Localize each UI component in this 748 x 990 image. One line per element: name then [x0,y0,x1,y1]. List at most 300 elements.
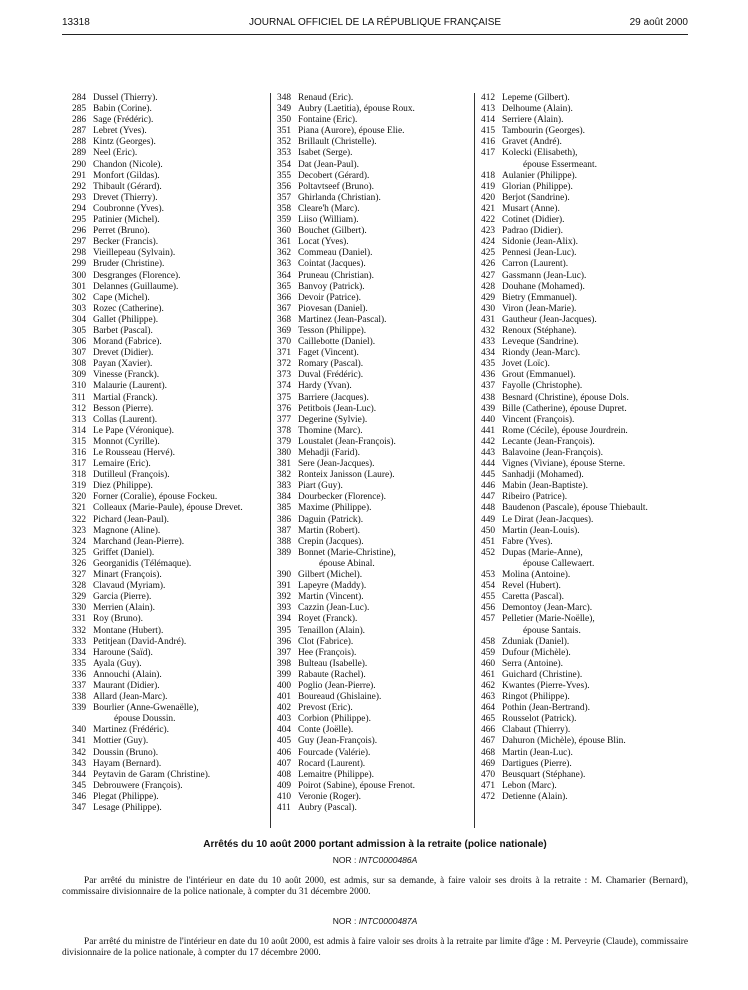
entry-name: Molina (Antoine). [502,570,571,581]
entry-name: Payan (Xavier). [93,359,153,370]
entry-name: Annouchi (Alain). [93,669,162,680]
entry-number: 386 [277,514,292,525]
list-item [277,304,472,315]
entry-number: 392 [277,592,292,603]
list-item [481,526,686,537]
list-item [481,426,686,437]
entry-name: Isabet (Serge). [298,148,353,159]
list-item [277,448,472,459]
entry-number: 376 [277,403,292,414]
entry-number: 414 [481,115,496,126]
entry-number: 342 [72,747,87,758]
list-item [277,381,472,392]
entry-name: Pothin (Jean-Bertrand). [502,703,590,714]
entry-number: 446 [481,481,496,492]
list-item [72,204,267,215]
entry-name: Bourlier (Anne-Gwenaëlle), [93,703,199,714]
entry-name: Renaud (Eric). [298,93,354,103]
entry-number: 371 [277,348,292,359]
page-header [62,17,688,33]
entry-number: 464 [481,703,496,714]
list-item [72,171,267,182]
list-item [277,204,472,215]
list-item [277,137,472,148]
entry-number: 416 [481,137,496,148]
entry-number: 437 [481,381,496,392]
entry-continuation: épouse Abinal. [319,558,375,569]
entry-number: 424 [481,237,496,248]
entry-name: Delannes (Guillaume). [93,281,179,292]
list-item [481,503,686,514]
entry-number: 466 [481,725,496,736]
entry-number: 306 [72,337,87,348]
entry-name: Allard (Jean-Marc). [93,692,168,703]
list-item [72,193,267,204]
entry-number: 325 [72,547,87,558]
entry-name: Jovet (Loïc). [502,359,550,370]
entry-name: Martin (Robert). [298,525,360,536]
entry-name: Dussel (Thierry). [93,93,158,103]
list-item [72,337,267,348]
entry-number: 403 [277,714,292,725]
list-item [72,381,267,392]
list-item [277,415,472,426]
entry-name: Clabaut (Thierry). [502,725,571,736]
entry-name: Hee (François). [298,647,357,658]
entry-name: Thomine (Marc). [298,425,363,436]
list-item [481,692,686,703]
entry-name: Vieillepeau (Sylvain). [93,248,176,259]
entry-name: Glorian (Philippe). [502,181,573,192]
list-item [72,415,267,426]
entry-number: 448 [481,503,496,514]
entry-name: Piovesan (Daniel). [298,303,368,314]
entry-name: Malaurie (Laurent). [93,381,167,392]
list-item [72,226,267,237]
list-item [72,393,267,404]
list-item [277,770,472,781]
entry-number: 317 [72,459,87,470]
list-item [72,725,267,736]
entry-name: Chandon (Nicole). [93,159,163,170]
entry-name: Plegat (Philippe). [93,791,159,802]
entry-name: Drevet (Thierry). [93,192,158,203]
list-item [72,182,267,193]
entry-number: 410 [277,791,292,802]
entry-number: 290 [72,159,87,170]
entry-number: 417 [481,148,496,159]
list-item [72,592,267,603]
list-item [277,537,472,548]
list-item [481,537,686,548]
entry-number: 421 [481,203,496,214]
entry-number: 296 [72,226,87,237]
entry-name: Forner (Coralie), épouse Fockeu. [93,492,218,503]
entry-name: Banvoy (Patrick). [298,281,365,292]
entry-number: 291 [72,170,87,181]
entry-name: Martin (Jean-Luc). [502,747,573,758]
entry-name: Thibault (Gérard). [93,181,162,192]
list-item [481,193,686,204]
entry-number: 336 [72,669,87,680]
entry-number: 297 [72,237,87,248]
entry-number: 433 [481,337,496,348]
entry-number: 381 [277,459,292,470]
entry-number: 359 [277,215,292,226]
entry-number: 340 [72,725,87,736]
entry-name: Rabaute (Rachel). [298,669,366,680]
entry-name: Martin (Jean-Louis). [502,525,580,536]
entry-name: Cotinet (Didier). [502,215,565,226]
list-item [481,304,686,315]
entry-name: Mabin (Jean-Baptiste). [502,481,588,492]
list-item [277,248,472,259]
entry-number: 362 [277,248,292,259]
entry-name: Bruder (Christine). [93,259,165,270]
entry-number: 295 [72,215,87,226]
entry-name: Delhoume (Alain). [502,104,573,115]
entry-number: 364 [277,270,292,281]
entry-number: 380 [277,448,292,458]
list-item [277,548,472,559]
entry-continuation: épouse Santais. [523,625,581,636]
entry-name: Tesson (Philippe). [298,325,367,336]
entry-name: Boureaud (Ghislaine). [298,692,382,703]
entry-name: Dahuron (Michèle), épouse Blin. [502,736,626,747]
entry-number: 316 [72,448,87,458]
list-item [72,614,267,625]
list-item [277,348,472,359]
list-item [481,137,686,148]
entry-number: 458 [481,636,496,647]
entry-name: Roy (Bruno). [93,614,143,625]
list-item [277,781,472,792]
entry-name: Poltavtseef (Bruno). [298,181,375,192]
list-item [72,370,267,381]
list-item [481,703,686,714]
entry-number: 390 [277,570,292,581]
list-item [481,259,686,270]
list-item [72,570,267,581]
entry-number: 286 [72,115,87,126]
entry-number: 436 [481,370,496,381]
entry-name: Serriere (Alain). [502,115,564,126]
entry-number: 346 [72,791,87,802]
entry-name: Aubry (Laetitia), épouse Roux. [298,104,415,115]
entry-name: Sage (Frédéric). [93,115,154,126]
entry-number: 412 [481,93,496,103]
entry-name: Bietry (Emmanuel). [502,292,577,303]
list-item [277,293,472,304]
entry-name: Bonnet (Marie-Christine), [298,547,396,558]
entry-name: Coubronne (Yves). [93,203,164,214]
list-item [72,637,267,648]
list-item [277,670,472,681]
entry-name: Ronteix Janisson (Laure). [298,470,395,481]
list-item [72,459,267,470]
entry-name: Commeau (Daniel). [298,248,373,259]
entry-name: Babin (Corine). [93,104,152,115]
entry-number: 419 [481,181,496,192]
entry-name: Carron (Laurent). [502,259,569,270]
entry-name: Le Pape (Véronique). [93,425,174,436]
entry-number: 337 [72,680,87,691]
list-item [481,226,686,237]
entry-number: 398 [277,658,292,669]
entry-name: Caretta (Pascal). [502,592,564,603]
list-item [277,626,472,637]
list-item [277,182,472,193]
entry-number: 345 [72,780,87,791]
list-item [72,293,267,304]
list-item [481,126,686,137]
entry-number: 368 [277,314,292,325]
entry-number: 399 [277,669,292,680]
list-item [277,659,472,670]
entry-number: 292 [72,181,87,192]
nor-code: INTC0000486A [358,855,418,865]
entry-name: Pichard (Jean-Paul). [93,514,170,525]
entry-name: Maurant (Didier). [93,680,160,691]
list-item [481,115,686,126]
entry-number: 393 [277,603,292,614]
entry-number: 293 [72,192,87,203]
entry-number: 389 [277,547,292,558]
entry-number: 409 [277,780,292,791]
nor-label: NOR : [332,855,357,865]
list-item [481,182,686,193]
list-item [277,515,472,526]
entry-name: Lemaitre (Philippe). [298,769,375,780]
entry-name: Fayolle (Christophe). [502,381,583,392]
list-item [481,337,686,348]
entry-number: 415 [481,126,496,137]
list-item [277,725,472,736]
list-item [277,748,472,759]
entry-number: 355 [277,170,292,181]
entry-name: Fourcade (Valérie). [298,747,371,758]
list-item [481,437,686,448]
entry-number: 289 [72,148,87,159]
list-item [277,104,472,115]
list-item [72,526,267,537]
entry-number: 301 [72,281,87,292]
list-item [72,781,267,792]
entry-number: 349 [277,104,292,115]
entry-name: Drevet (Didier). [93,348,154,359]
entry-number: 431 [481,314,496,325]
list-item [72,692,267,703]
entry-name: Decobert (Gérard). [298,170,370,181]
entry-number: 315 [72,436,87,447]
entry-name: Ribeiro (Patrice). [502,492,568,503]
list-item [277,637,472,648]
entry-name: Gautheur (Jean-Jacques). [502,314,597,325]
entry-name: Cointat (Jacques). [298,259,366,270]
list-item [277,570,472,581]
list-item [72,803,267,814]
entry-number: 406 [277,747,292,758]
entry-number: 450 [481,525,496,536]
nor-reference [62,916,688,926]
entry-number: 341 [72,736,87,747]
list-item [481,515,686,526]
entry-name: Musart (Anne). [502,203,560,214]
entry-number: 441 [481,425,496,436]
entry-number: 361 [277,237,292,248]
list-item [72,126,267,137]
entry-number: 357 [277,192,292,203]
entry-number: 369 [277,325,292,336]
entry-name: Peytavin de Garam (Christine). [93,769,211,780]
entry-name: Douhane (Mohamed). [502,281,585,292]
entry-number: 329 [72,592,87,603]
entry-name: Dupas (Marie-Anne), [502,547,583,558]
entry-name: Piana (Aurore), épouse Elie. [298,126,405,137]
list-item [72,248,267,259]
entry-number: 375 [277,392,292,403]
list-item [72,160,267,171]
entry-name: Vincent (François). [502,414,575,425]
entry-number: 391 [277,581,292,592]
list-item [277,470,472,481]
entry-name: Montane (Hubert). [93,625,164,636]
list-item [277,237,472,248]
entry-name: Viron (Jean-Marie). [502,303,577,314]
entry-number: 284 [72,93,87,103]
entry-name: Kintz (Georges). [93,137,156,148]
entry-number: 411 [277,803,291,813]
decree-title: Arrêtés du 10 août 2000 portant admission à la retraite (police nationale) [203,839,547,850]
list-item [481,481,686,492]
list-item [72,670,267,681]
journal-title: JOURNAL OFFICIEL DE LA RÉPUBLIQUE FRANÇAISE [248,17,502,28]
list-item [481,781,686,792]
entry-name: Kwantes (Pierre-Yves). [502,680,590,691]
entry-name: Barriere (Jacques). [298,392,369,403]
entry-number: 445 [481,470,496,481]
entry-name: Lesage (Philippe). [93,803,162,813]
entry-name: Revel (Hubert). [502,581,561,592]
decree-paragraph: Par arrêté du ministre de l'intérieur en date du 10 août 2000, est admis à faire valoir ses droits à la retraite par limite d'âge : M. Perveyrie (Claude), commissaire divisionnaire de la police nationale, à compter du 17 décembre 2000. [62,937,688,958]
entry-continuation: épouse Callewaert. [523,558,595,569]
entry-number: 334 [72,647,87,658]
entry-name: Cazzin (Jean-Luc). [298,603,370,614]
entry-number: 339 [72,703,87,714]
entry-number: 320 [72,492,87,503]
entry-number: 311 [72,392,86,403]
list-item [277,692,472,703]
entry-name: Tambourin (Georges). [502,126,586,137]
list-item [72,503,267,514]
nor-reference [62,855,688,865]
entry-number: 460 [481,658,496,669]
entry-name: Rozec (Catherine). [93,303,164,314]
entry-number: 358 [277,203,292,214]
entry-name: Riondy (Jean-Marc). [502,348,581,359]
entry-number: 367 [277,303,292,314]
entry-name: Renoux (Stéphane). [502,325,577,336]
list-item [481,714,686,725]
entry-name: Dutilleul (François). [93,470,170,481]
entry-number: 423 [481,226,496,237]
list-item [481,237,686,248]
entry-number: 397 [277,647,292,658]
entry-name: Padrao (Didier). [502,226,563,237]
entry-number: 327 [72,570,87,581]
entry-number: 298 [72,248,87,259]
entry-number: 348 [277,93,292,103]
entry-number: 379 [277,436,292,447]
entry-number: 378 [277,425,292,436]
entry-number: 454 [481,581,496,592]
entry-name: Liiso (William). [298,215,359,226]
entry-name: Piart (Guy). [298,481,343,492]
entry-name: Maxime (Philippe). [298,503,372,514]
entry-name: Gallet (Philippe). [93,314,159,325]
entry-name: Duval (Frédéric). [298,370,364,381]
entry-number: 388 [277,536,292,547]
entry-name: Poirot (Sabine), épouse Frenot. [298,780,415,791]
list-item [277,426,472,437]
entry-name: Bouchet (Gilbert). [298,226,367,237]
list-item [277,592,472,603]
entry-name: Lecante (Jean-François). [502,436,595,447]
entry-number: 428 [481,281,496,292]
list-item [72,215,267,226]
entry-number: 465 [481,714,496,725]
column-divider [474,93,475,828]
list-item [277,736,472,747]
list-item [277,459,472,470]
list-item [72,437,267,448]
list-item [277,581,472,592]
entry-number: 309 [72,370,87,381]
list-item [72,681,267,692]
entry-name: Gravet (André). [502,137,562,148]
entry-number: 382 [277,470,292,481]
name-list-column-1 [72,93,267,814]
entry-number: 377 [277,414,292,425]
entry-number: 343 [72,758,87,769]
entry-number: 387 [277,525,292,536]
entry-number: 299 [72,259,87,270]
list-item [72,237,267,248]
list-item [72,115,267,126]
list-item [481,736,686,747]
list-item [481,792,686,803]
entry-number: 328 [72,581,87,592]
entry-name: Garcia (Pierre). [93,592,152,603]
entry-number: 408 [277,769,292,780]
entry-number: 321 [72,503,87,514]
list-item [72,736,267,747]
entry-name: Rousselot (Patrick). [502,714,577,725]
list-item [72,426,267,437]
entry-number: 312 [72,403,87,414]
entry-name: Martinez (Jean-Pascal). [298,314,387,325]
entry-name: Kolecki (Elisabeth), [502,148,578,159]
entry-name: Grout (Emmanuel). [502,370,576,381]
entry-number: 319 [72,481,87,492]
entry-name: Haroune (Saïd). [93,647,153,658]
entry-name: Perret (Bruno). [93,226,150,237]
entry-name: Pennesi (Jean-Luc). [502,248,577,259]
list-item [72,792,267,803]
list-item [277,481,472,492]
list-item [72,515,267,526]
list-item [277,393,472,404]
